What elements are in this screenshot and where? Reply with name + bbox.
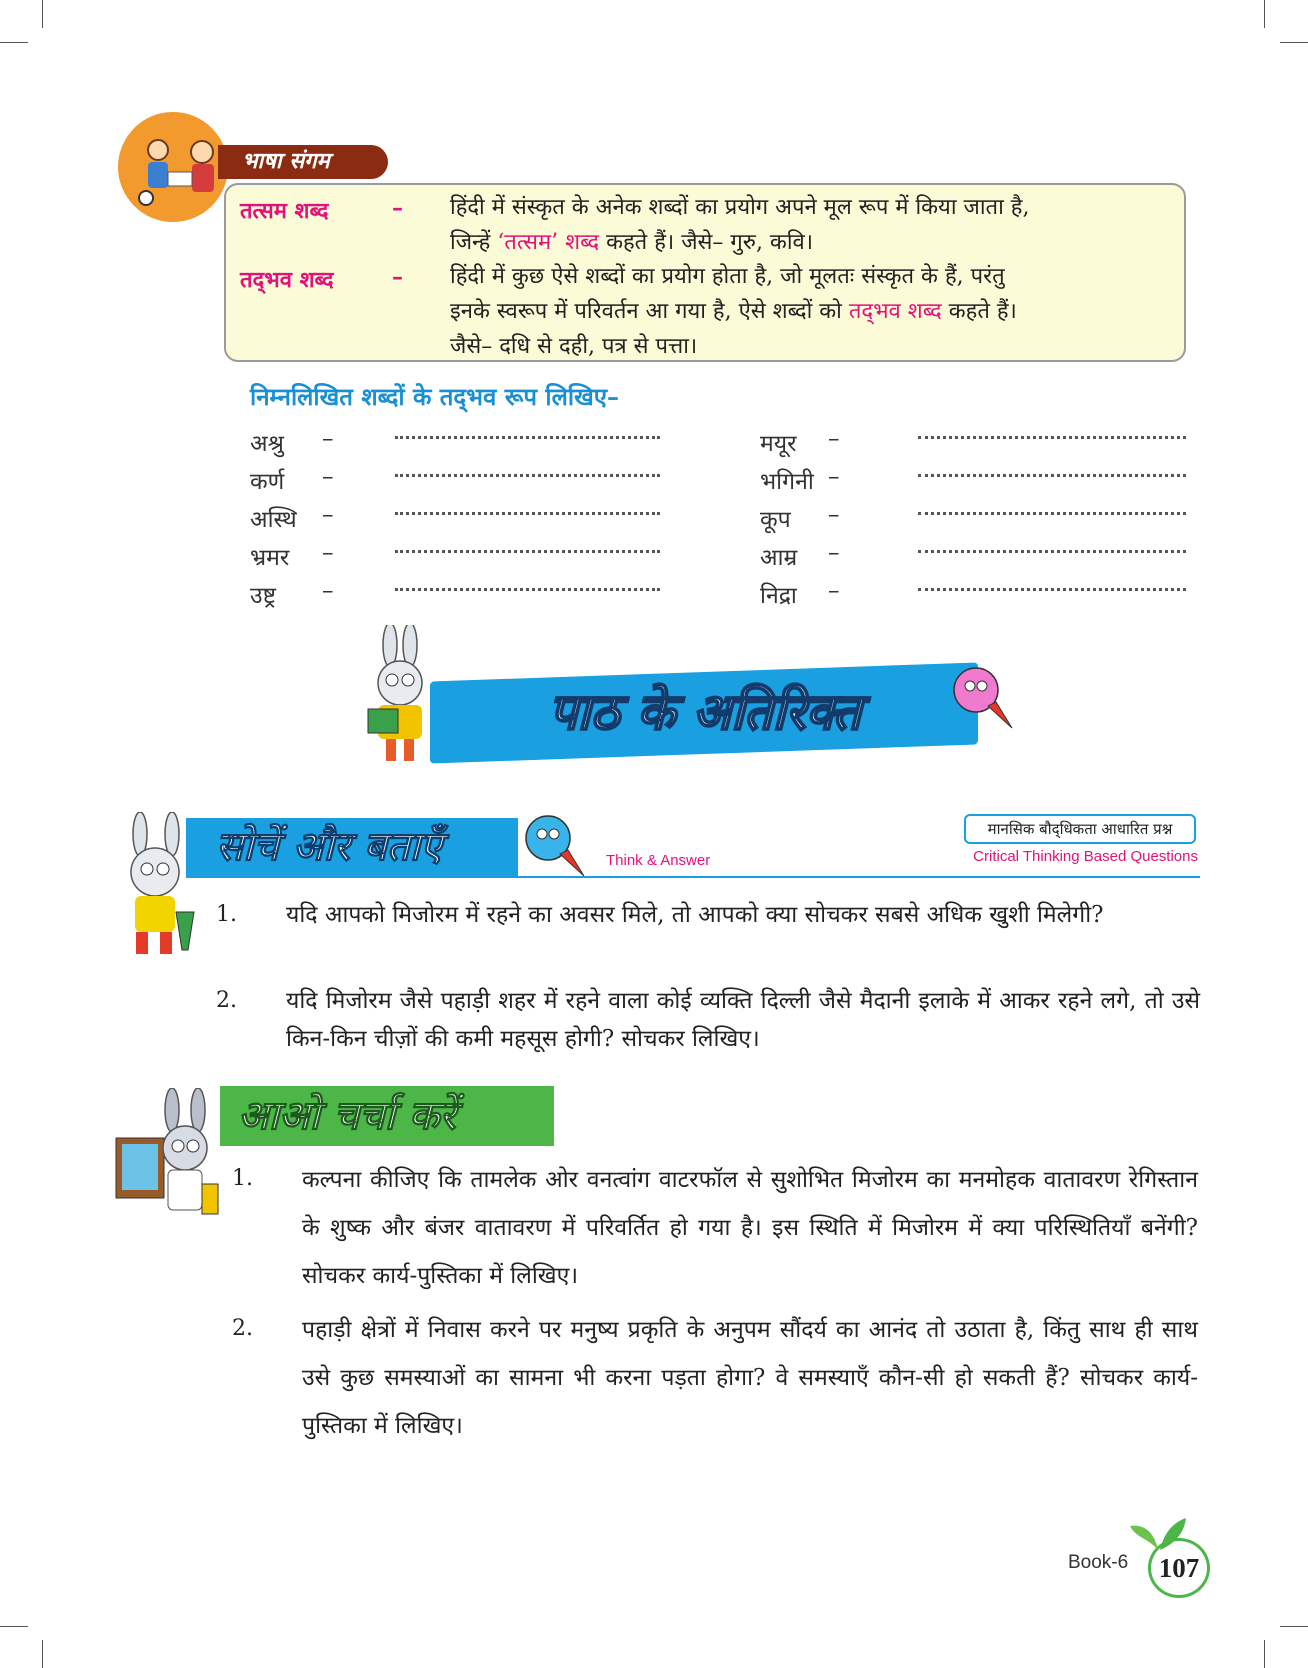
tatsam-definition <box>450 190 1170 260</box>
word-right: निद्रा <box>760 583 797 609</box>
bunny-reading-illustration <box>360 625 440 774</box>
charcha-q2-number: 2. <box>232 1316 253 1341</box>
exercise-grid <box>250 426 1200 616</box>
soche-q1-number: 1. <box>216 902 237 927</box>
word-right: भगिनी <box>760 469 814 495</box>
word-dash: – <box>828 502 840 528</box>
soche-q2-text: यदि मिजोरम जैसे पहाड़ी शहर में रहने वाला कोई व्यक्ति दिल्ली जैसे मैदानी इलाके में आकर रहने लगे, तो उसे किन-किन चीज़ों की कमी महसूस होगी? सोचकर लिखिए। <box>286 988 1200 1052</box>
answer-blank[interactable] <box>918 588 1186 591</box>
answer-blank[interactable] <box>918 474 1186 477</box>
word-left: भ्रमर <box>250 545 290 571</box>
think-answer-label: Think & Answer <box>606 852 711 869</box>
tadbhav-line-2: इनके स्वरूप में परिवर्तन आ गया है, ऐसे शब्दों को तद्‌भव शब्द कहते हैं। <box>450 299 1017 324</box>
word-dash: – <box>322 540 334 566</box>
answer-blank[interactable] <box>918 550 1186 553</box>
leaf-icon <box>1128 1516 1188 1556</box>
charcha-title: आओ चर्चा करें <box>220 1086 554 1146</box>
answer-blank[interactable] <box>918 436 1186 439</box>
word-right: कूप <box>760 507 791 533</box>
word-dash: – <box>828 578 840 604</box>
word-dash: – <box>828 426 840 452</box>
pencil-icon <box>948 662 1018 736</box>
answer-blank[interactable] <box>395 436 660 439</box>
answer-blank[interactable] <box>395 512 660 515</box>
answer-blank[interactable] <box>395 550 660 553</box>
book-label: Book-6 <box>1068 1552 1129 1573</box>
word-left: कर्ण <box>250 469 285 495</box>
tadbhav-term: तद्‌भव शब्द <box>240 267 334 293</box>
soche-divider <box>186 876 1200 878</box>
charcha-q1-text: कल्पना कीजिए कि तामलेक ओर वनत्वांग वाटरफॉल से सुशोभित मिजोरम का मनमोहक वातावरण रेगिस्तान के शुष्क और बंजर वातावरण में परिवर्तित हो गया है। इस स्थिति में मिजोरम में क्या परिस्थितियाँ बनेंगी? सोचकर कार्य-पुस्तिका में लिखिए। <box>302 1167 1198 1289</box>
path-ke-atirikt-title: पाठ के अतिरिक्त <box>549 683 861 741</box>
word-right: आम्र <box>760 545 798 571</box>
word-left: अश्रु <box>250 431 284 457</box>
tadbhav-definition <box>450 259 1170 364</box>
word-left: उष्ट्र <box>250 583 277 609</box>
tatsam-term: तत्सम शब्द <box>240 198 329 224</box>
word-left: अस्थि <box>250 507 297 533</box>
charcha-q2-text: पहाड़ी क्षेत्रों में निवास करने पर मनुष्य प्रकृति के अनुपम सौंदर्य का आनंद तो उठाता है, किंतु साथ ही साथ उसे कुछ समस्याओं का सामना भी करना पड़ता होगा? वे समस्याएँ कौन-सी हो सकती हैं? सोचकर कार्य-पुस्तिका में लिखिए। <box>302 1317 1198 1439</box>
bunny-painting-illustration <box>110 1088 225 1227</box>
word-right: मयूर <box>760 431 797 457</box>
critical-thinking-badge: मानसिक बौद्‌धिकता आधारित प्रश्न <box>964 814 1196 844</box>
bhasha-sangam-illustration <box>118 112 228 222</box>
tadbhav-dash: – <box>392 264 403 290</box>
pencil-icon <box>520 810 590 884</box>
tatsam-dash: – <box>392 195 403 221</box>
exercise-row <box>250 426 1200 464</box>
word-dash: – <box>828 464 840 490</box>
page-number: 107 <box>1158 1553 1200 1583</box>
tadbhav-line-1: हिंदी में कुछ ऐसे शब्दों का प्रयोग होता है, जो मूलतः संस्कृत के हैं, परंतु <box>450 264 1005 289</box>
word-dash: – <box>322 426 334 452</box>
exercise-row <box>250 502 1200 540</box>
soche-title: सोचें और बताएँ <box>186 818 518 876</box>
word-dash: – <box>322 502 334 528</box>
soche-q2-number: 2. <box>216 988 237 1013</box>
exercise-row <box>250 578 1200 616</box>
bhasha-sangam-tag: भाषा संगम <box>218 145 388 179</box>
charcha-q1-number: 1. <box>232 1166 253 1191</box>
exercise-heading: निम्नलिखित शब्दों के तद्‌भव रूप लिखिए– <box>250 382 619 411</box>
tatsam-line-1: हिंदी में संस्कृत के अनेक शब्दों का प्रयोग अपने मूल रूप में किया जाता है, <box>450 195 1030 220</box>
tadbhav-line-3: जैसे– दधि से दही, पत्र से पत्ता। <box>450 334 698 359</box>
tatsam-line-2: जिन्हें ‘तत्सम’ शब्द कहते हैं। जैसे– गुरु, कवि। <box>450 230 814 255</box>
exercise-row <box>250 464 1200 502</box>
exercise-row <box>250 540 1200 578</box>
word-dash: – <box>322 578 334 604</box>
word-dash: – <box>828 540 840 566</box>
soche-q1-text: यदि आपको मिजोरम में रहने का अवसर मिले, तो आपको क्या सोचकर सबसे अधिक खुशी मिलेगी? <box>286 902 1104 928</box>
critical-thinking-label: Critical Thinking Based Questions <box>973 848 1198 865</box>
answer-blank[interactable] <box>395 474 660 477</box>
answer-blank[interactable] <box>395 588 660 591</box>
word-dash: – <box>322 464 334 490</box>
answer-blank[interactable] <box>918 512 1186 515</box>
